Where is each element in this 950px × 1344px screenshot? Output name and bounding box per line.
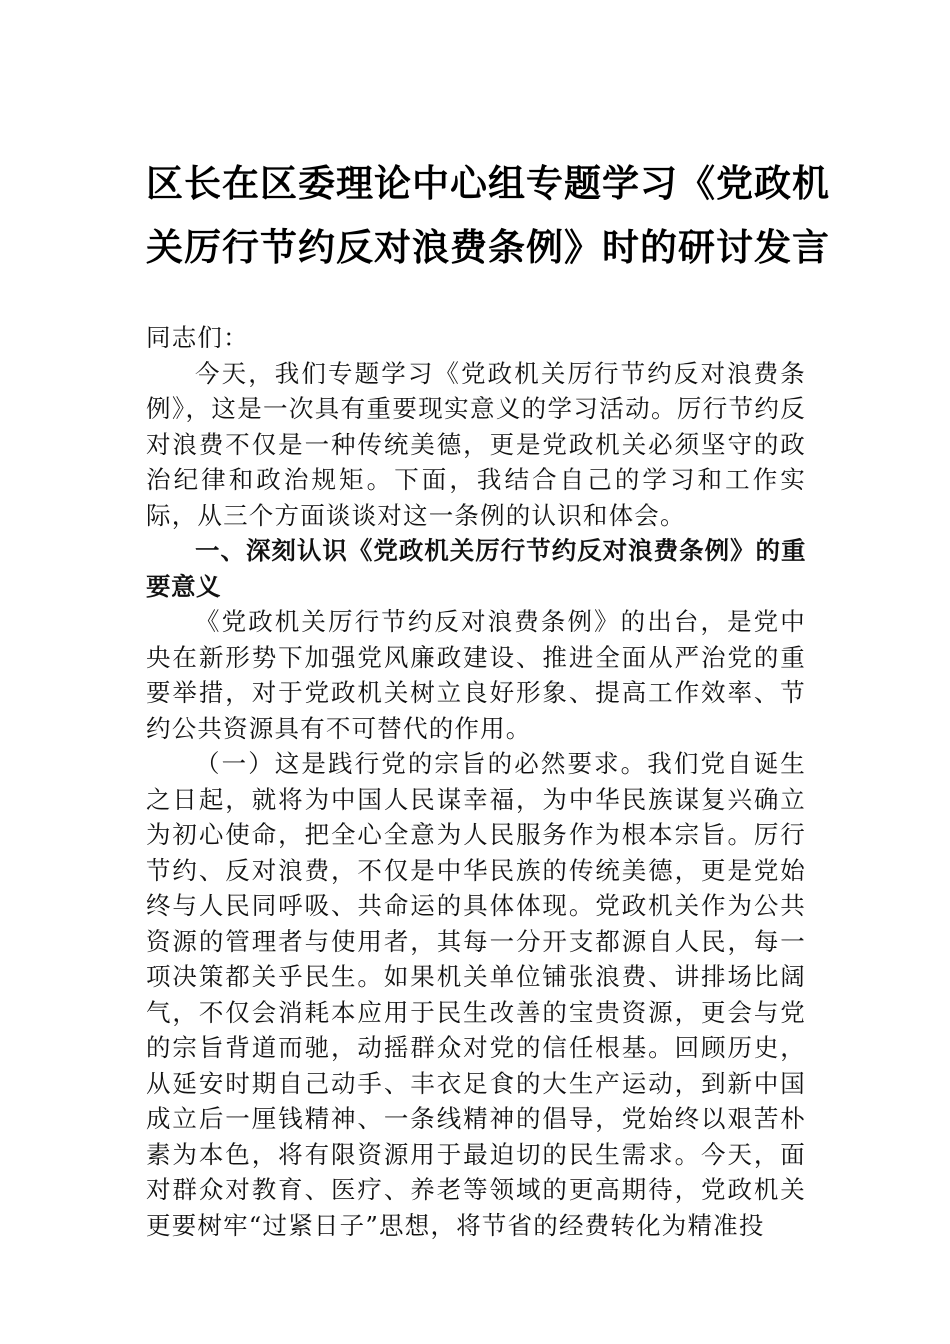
section-1-paragraph: 《党政机关厉行节约反对浪费条例》的出台，是党中央在新形势下加强党风廉政建设、推进全面从严治党的重要举措，对于党政机关树立良好形象、提高工作效率、节约公共资源具有不可替代的作用。 <box>146 607 806 743</box>
subsection-1-paragraph <box>146 746 806 1243</box>
subsection-1-text: 我们党自诞生之日起，就将为中国人民谋幸福，为中华民族谋复兴确立为初心使命，把全心全意为人民服务作为根本宗旨。厉行节约、反对浪费，不仅是中华民族的传统美德，更是党始终与人民同呼吸、共命运的具体体现。党政机关作为公共资源的管理者与使用者，其每一分开支都源自人民，每一项决策都关乎民生。如果机关单位铺张浪费、讲排场比阔气，不仅会消耗本应用于民生改善的宝贵资源，更会与党的宗旨背道而驰，动摇群众对党的信任根基。回顾历史，从延安时期自己动手、丰衣足食的大生产运动，到新中国成立后一厘钱精神、一条线精神的倡导，党始终以艰苦朴素为本色，将有限资源用于最迫切的民生需求。今天，面对群众对教育、医疗、养老等领域的更高期待，党政机关更要树牢“过紧日子”思想，将节省的经费转化为精准投 <box>146 749 807 1240</box>
document-title <box>146 152 830 280</box>
document-page <box>146 0 830 1243</box>
section-1-heading: 一、深刻认识《党政机关厉行节约反对浪费条例》的重要意义 <box>146 536 806 601</box>
subsection-1-heading: （一）这是践行党的宗旨的必然要求。 <box>195 749 648 778</box>
title-line-2: 关厉行节约反对浪费条例》时的研讨发言 <box>146 226 830 269</box>
intro-paragraph: 今天，我们专题学习《党政机关厉行节约反对浪费条例》，这是一次具有重要现实意义的学习活动。厉行节约反对浪费不仅是一种传统美德，更是党政机关必须坚守的政治纪律和政治规矩。下面，我结合自己的学习和工作实际，从三个方面谈谈对这一条例的认识和体会。 <box>146 358 806 530</box>
title-line-1: 区长在区委理论中心组专题学习《党政机 <box>146 162 830 205</box>
document-body <box>146 320 806 1243</box>
salutation: 同志们： <box>146 323 249 352</box>
